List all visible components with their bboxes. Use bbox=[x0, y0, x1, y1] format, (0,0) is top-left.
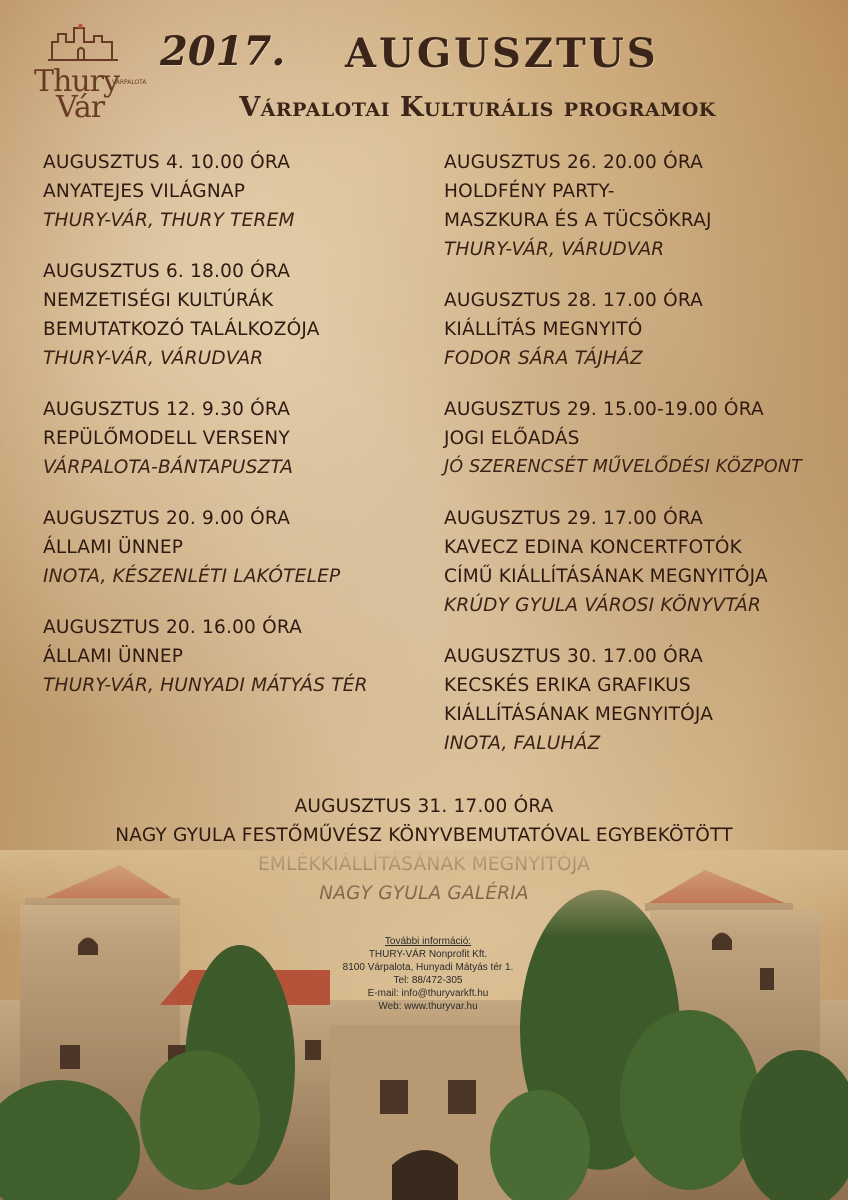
event-title: NEMZETISÉGI KULTÚRÁK bbox=[43, 290, 274, 311]
event-location: THURY-VÁR, HUNYADI MÁTYÁS TÉR bbox=[43, 675, 368, 696]
info-web[interactable]: Web: www.thuryvar.hu bbox=[378, 1001, 478, 1012]
event-title: ANYATEJES VILÁGNAP bbox=[43, 181, 246, 202]
event-item bbox=[444, 148, 839, 264]
event-title: ÁLLAMI ÜNNEP bbox=[43, 646, 184, 667]
event-item bbox=[444, 286, 839, 373]
event-location: FODOR SÁRA TÁJHÁZ bbox=[444, 348, 643, 369]
event-title: KIÁLLÍTÁS MEGNYITÓ bbox=[444, 319, 643, 340]
event-location: THURY-VÁR, VÁRUDVAR bbox=[43, 348, 264, 369]
event-title: ÁLLAMI ÜNNEP bbox=[43, 537, 184, 558]
event-location: THURY-VÁR, VÁRUDVAR bbox=[444, 239, 665, 260]
event-item bbox=[43, 504, 443, 591]
info-tel: Tel: 88/472-305 bbox=[393, 975, 463, 986]
event-date: AUGUSZTUS 6. 18.00 ÓRA bbox=[43, 261, 291, 282]
event-item bbox=[43, 613, 443, 700]
event-date: AUGUSZTUS 20. 9.00 ÓRA bbox=[43, 508, 291, 529]
left-event-column bbox=[43, 148, 443, 722]
event-date: AUGUSZTUS 29. 15.00-19.00 ÓRA bbox=[444, 399, 764, 420]
event-date: AUGUSZTUS 30. 17.00 ÓRA bbox=[444, 646, 704, 667]
event-location: JÓ SZERENCSÉT MŰVELŐDÉSI KÖZPONT bbox=[444, 457, 803, 477]
event-location: VÁRPALOTA-BÁNTAPUSZTA bbox=[43, 457, 294, 478]
event-date: AUGUSZTUS 20. 16.00 ÓRA bbox=[43, 617, 303, 638]
logo-text-var: Vár bbox=[56, 90, 105, 125]
info-email[interactable]: E-mail: info@thuryvarkft.hu bbox=[367, 988, 489, 999]
thury-var-logo bbox=[30, 24, 147, 125]
title-month: AUGUSZTUS bbox=[345, 30, 659, 77]
event-date: AUGUSZTUS 4. 10.00 ÓRA bbox=[43, 152, 291, 173]
logo-text-thury: Thury bbox=[34, 64, 119, 99]
event-title: CÍMŰ KIÁLLÍTÁSÁNAK MEGNYITÓJA bbox=[444, 566, 768, 587]
event-title: BEMUTATKOZÓ TALÁLKOZÓJA bbox=[43, 319, 320, 340]
event-item bbox=[43, 395, 443, 482]
event-location: INOTA, KÉSZENLÉTI LAKÓTELEP bbox=[43, 566, 341, 587]
info-org: THURY-VÁR Nonprofit Kft. bbox=[368, 949, 488, 960]
title-year: 2017. bbox=[160, 28, 286, 75]
event-item bbox=[444, 642, 839, 758]
right-event-column bbox=[444, 148, 839, 780]
event-title: JOGI ELŐADÁS bbox=[444, 428, 580, 449]
event-date: AUGUSZTUS 31. 17.00 ÓRA bbox=[294, 796, 554, 817]
event-date: AUGUSZTUS 12. 9.30 ÓRA bbox=[43, 399, 291, 420]
event-item bbox=[43, 148, 443, 235]
event-date: AUGUSZTUS 26. 20.00 ÓRA bbox=[444, 152, 704, 173]
event-title: MASZKURA ÉS A TÜCSÖKRAJ bbox=[444, 210, 712, 231]
event-date: AUGUSZTUS 28. 17.00 ÓRA bbox=[444, 290, 704, 311]
info-address: 8100 Várpalota, Hunyadi Mátyás tér 1. bbox=[342, 962, 514, 973]
event-title: KECSKÉS ERIKA GRAFIKUS bbox=[444, 675, 691, 696]
logo-text-small: VÁRPALOTA bbox=[112, 79, 147, 86]
event-date: AUGUSZTUS 29. 17.00 ÓRA bbox=[444, 508, 704, 529]
event-location: KRÚDY GYULA VÁROSI KÖNYVTÁR bbox=[444, 595, 762, 616]
info-box bbox=[312, 935, 544, 1027]
event-location: THURY-VÁR, THURY TEREM bbox=[43, 210, 295, 231]
event-title: KIÁLLÍTÁSÁNAK MEGNYITÓJA bbox=[444, 704, 714, 725]
subtitle: Várpalotai Kulturális programok bbox=[239, 92, 716, 123]
event-title: NAGY GYULA FESTŐMŰVÉSZ KÖNYVBEMUTATÓVAL EGYBEKÖTÖTT bbox=[115, 825, 733, 846]
info-heading: További információ: bbox=[384, 936, 472, 947]
event-item bbox=[444, 504, 839, 620]
event-location: INOTA, FALUHÁZ bbox=[444, 733, 601, 754]
event-title: REPÜLŐMODELL VERSENY bbox=[43, 428, 290, 449]
castle-logo-icon bbox=[48, 24, 118, 62]
event-title: KAVECZ EDINA KONCERTFOTÓK bbox=[444, 537, 742, 558]
event-title: HOLDFÉNY PARTY- bbox=[444, 181, 615, 202]
event-item bbox=[43, 257, 443, 373]
event-item bbox=[444, 395, 839, 482]
